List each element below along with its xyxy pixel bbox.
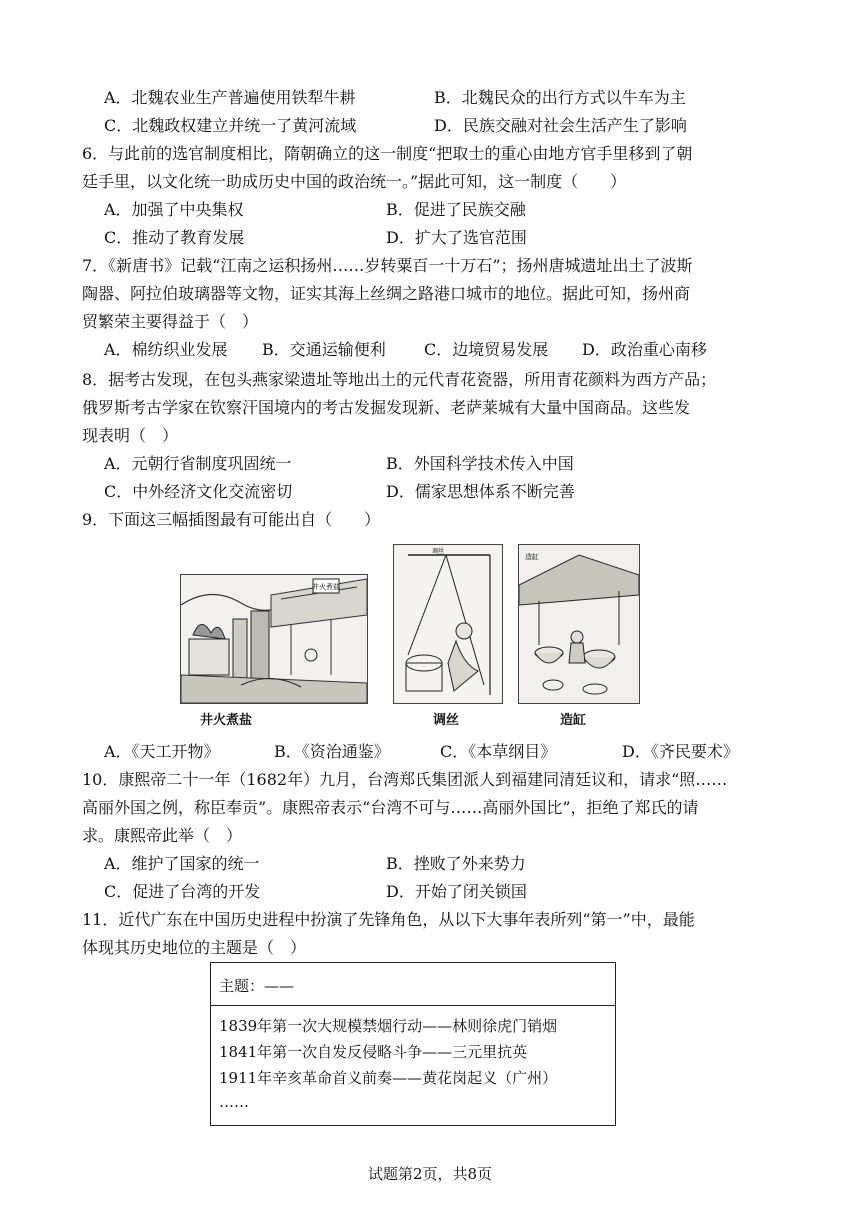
q7-stem-line-3: 贸繁荣主要得益于（ ） (82, 312, 259, 331)
silk-reeling-label: 调丝 (432, 548, 445, 555)
q7-option-a: A．棉纺织业发展 (104, 340, 228, 359)
vat-making-label: 造缸 (525, 553, 539, 561)
silk-reeling-drawing (394, 545, 502, 703)
caption-salt-boiling: 井火煮盐 (200, 713, 253, 728)
q7-stem-line-1: 7．《新唐书》记载“江南之运积扬州……岁转粟百一十万石”；扬州唐城遗址出土了波斯 (82, 256, 693, 275)
q5-option-d: D．民族交融对社会生活产生了影响 (434, 116, 687, 135)
q10-option-a: A．维护了国家的统一 (104, 854, 260, 873)
table-row: 1839年第一次大规模禁烟行动——林则徐虎门销烟 (219, 1017, 558, 1035)
caption-silk-reeling: 调丝 (433, 713, 460, 728)
q8-option-d: D．儒家思想体系不断完善 (386, 482, 575, 501)
q7-option-d: D．政治重心南移 (582, 340, 707, 359)
q10-option-d: D．开始了闭关锁国 (386, 882, 527, 901)
q7-option-b: B．交通运输便利 (262, 340, 386, 359)
q8-option-c: C．中外经济文化交流密切 (104, 482, 293, 501)
salt-boiling-label: 井火煮盐 (312, 583, 340, 591)
table-row: 1911年辛亥革命首义前奏——黄花岗起义（广州） (219, 1069, 558, 1087)
q10-option-c: C．促进了台湾的开发 (104, 882, 261, 901)
q5-option-c: C．北魏政权建立并统一了黄河流域 (104, 116, 357, 135)
q9-option-a: A．《天工开物》 (104, 742, 220, 761)
table-row: 1841年第一次自发反侵略斗争——三元里抗英 (219, 1043, 528, 1061)
q7-stem-line-2: 陶器、阿拉伯玻璃器等文物，证实其海上丝绸之路港口城市的地位。据此可知，扬州商 (82, 284, 691, 303)
q10-stem-line-1: 10．康熙帝二十一年（1682年）九月，台湾郑氏集团派人到福建同清廷议和，请求“照…… (82, 770, 728, 789)
q10-option-b: B．挫败了外来势力 (386, 854, 526, 873)
events-table (210, 962, 616, 1126)
q8-option-a: A．元朝行省制度巩固统一 (104, 454, 292, 473)
vat-making-drawing (519, 545, 639, 703)
caption-vat-making: 造缸 (560, 713, 587, 728)
q11-stem-line-1: 11．近代广东在中国历史进程中扮演了先锋角色，从以下大事年表所列“第一”中，最能 (82, 910, 695, 929)
q8-option-b: B．外国科学技术传入中国 (386, 454, 574, 473)
q8-stem-line-1: 8．据考古发现，在包头燕家梁遗址等地出土的元代青花瓷器，所用青花颜料为西方产品； (82, 370, 717, 389)
table-row: …… (219, 1093, 249, 1111)
illustration-silk-reeling (393, 544, 503, 704)
q6-option-b: B．促进了民族交融 (386, 200, 526, 219)
q10-stem-line-2: 高丽外国之例，称臣奉贡”。康熙帝表示“台湾不可与……高丽外国比”，拒绝了郑氏的请 (82, 798, 699, 817)
q5-option-b: B．北魏民众的出行方式以牛车为主 (434, 88, 686, 107)
illustration-vat-making (518, 544, 640, 704)
events-table-header (211, 963, 615, 1006)
illustration-salt-boiling (180, 574, 368, 704)
q9-stem-line-1: 9．下面这三幅插图最有可能出自（ ） (82, 510, 381, 529)
q5-option-a: A．北魏农业生产普遍使用铁犁牛耕 (104, 88, 356, 107)
q6-option-c: C．推动了教育发展 (104, 228, 245, 247)
q9-option-c: C．《本草纲目》 (440, 742, 557, 761)
q7-option-c: C．边境贸易发展 (424, 340, 549, 359)
q8-stem-line-3: 现表明（ ） (82, 426, 179, 445)
page-footer: 试题第2页，共8页 (367, 1165, 493, 1183)
q8-stem-line-2: 俄罗斯考古学家在钦察汗国境内的考古发掘发现新、老萨莱城有大量中国商品。这些发 (82, 398, 691, 417)
q9-option-b: B．《资治通鉴》 (274, 742, 390, 761)
q6-option-a: A．加强了中央集权 (104, 200, 244, 219)
salt-boiling-drawing (181, 575, 367, 703)
q6-stem-line-1: 6．与此前的选官制度相比，隋朝确立的这一制度“把取士的重心由地方官手里移到了朝 (82, 144, 693, 163)
q6-option-d: D．扩大了选官范围 (386, 228, 527, 247)
q6-stem-line-2: 廷手里，以文化统一助成历史中国的政治统一。”据此可知，这一制度（ ） (82, 172, 627, 191)
q9-option-d: D．《齐民要术》 (622, 742, 739, 761)
q10-stem-line-3: 求。康熙帝此举（ ） (82, 826, 243, 845)
events-table-theme-label: 主题：—— (219, 977, 295, 995)
q11-stem-line-2: 体现其历史地位的主题是（ ） (82, 938, 307, 957)
